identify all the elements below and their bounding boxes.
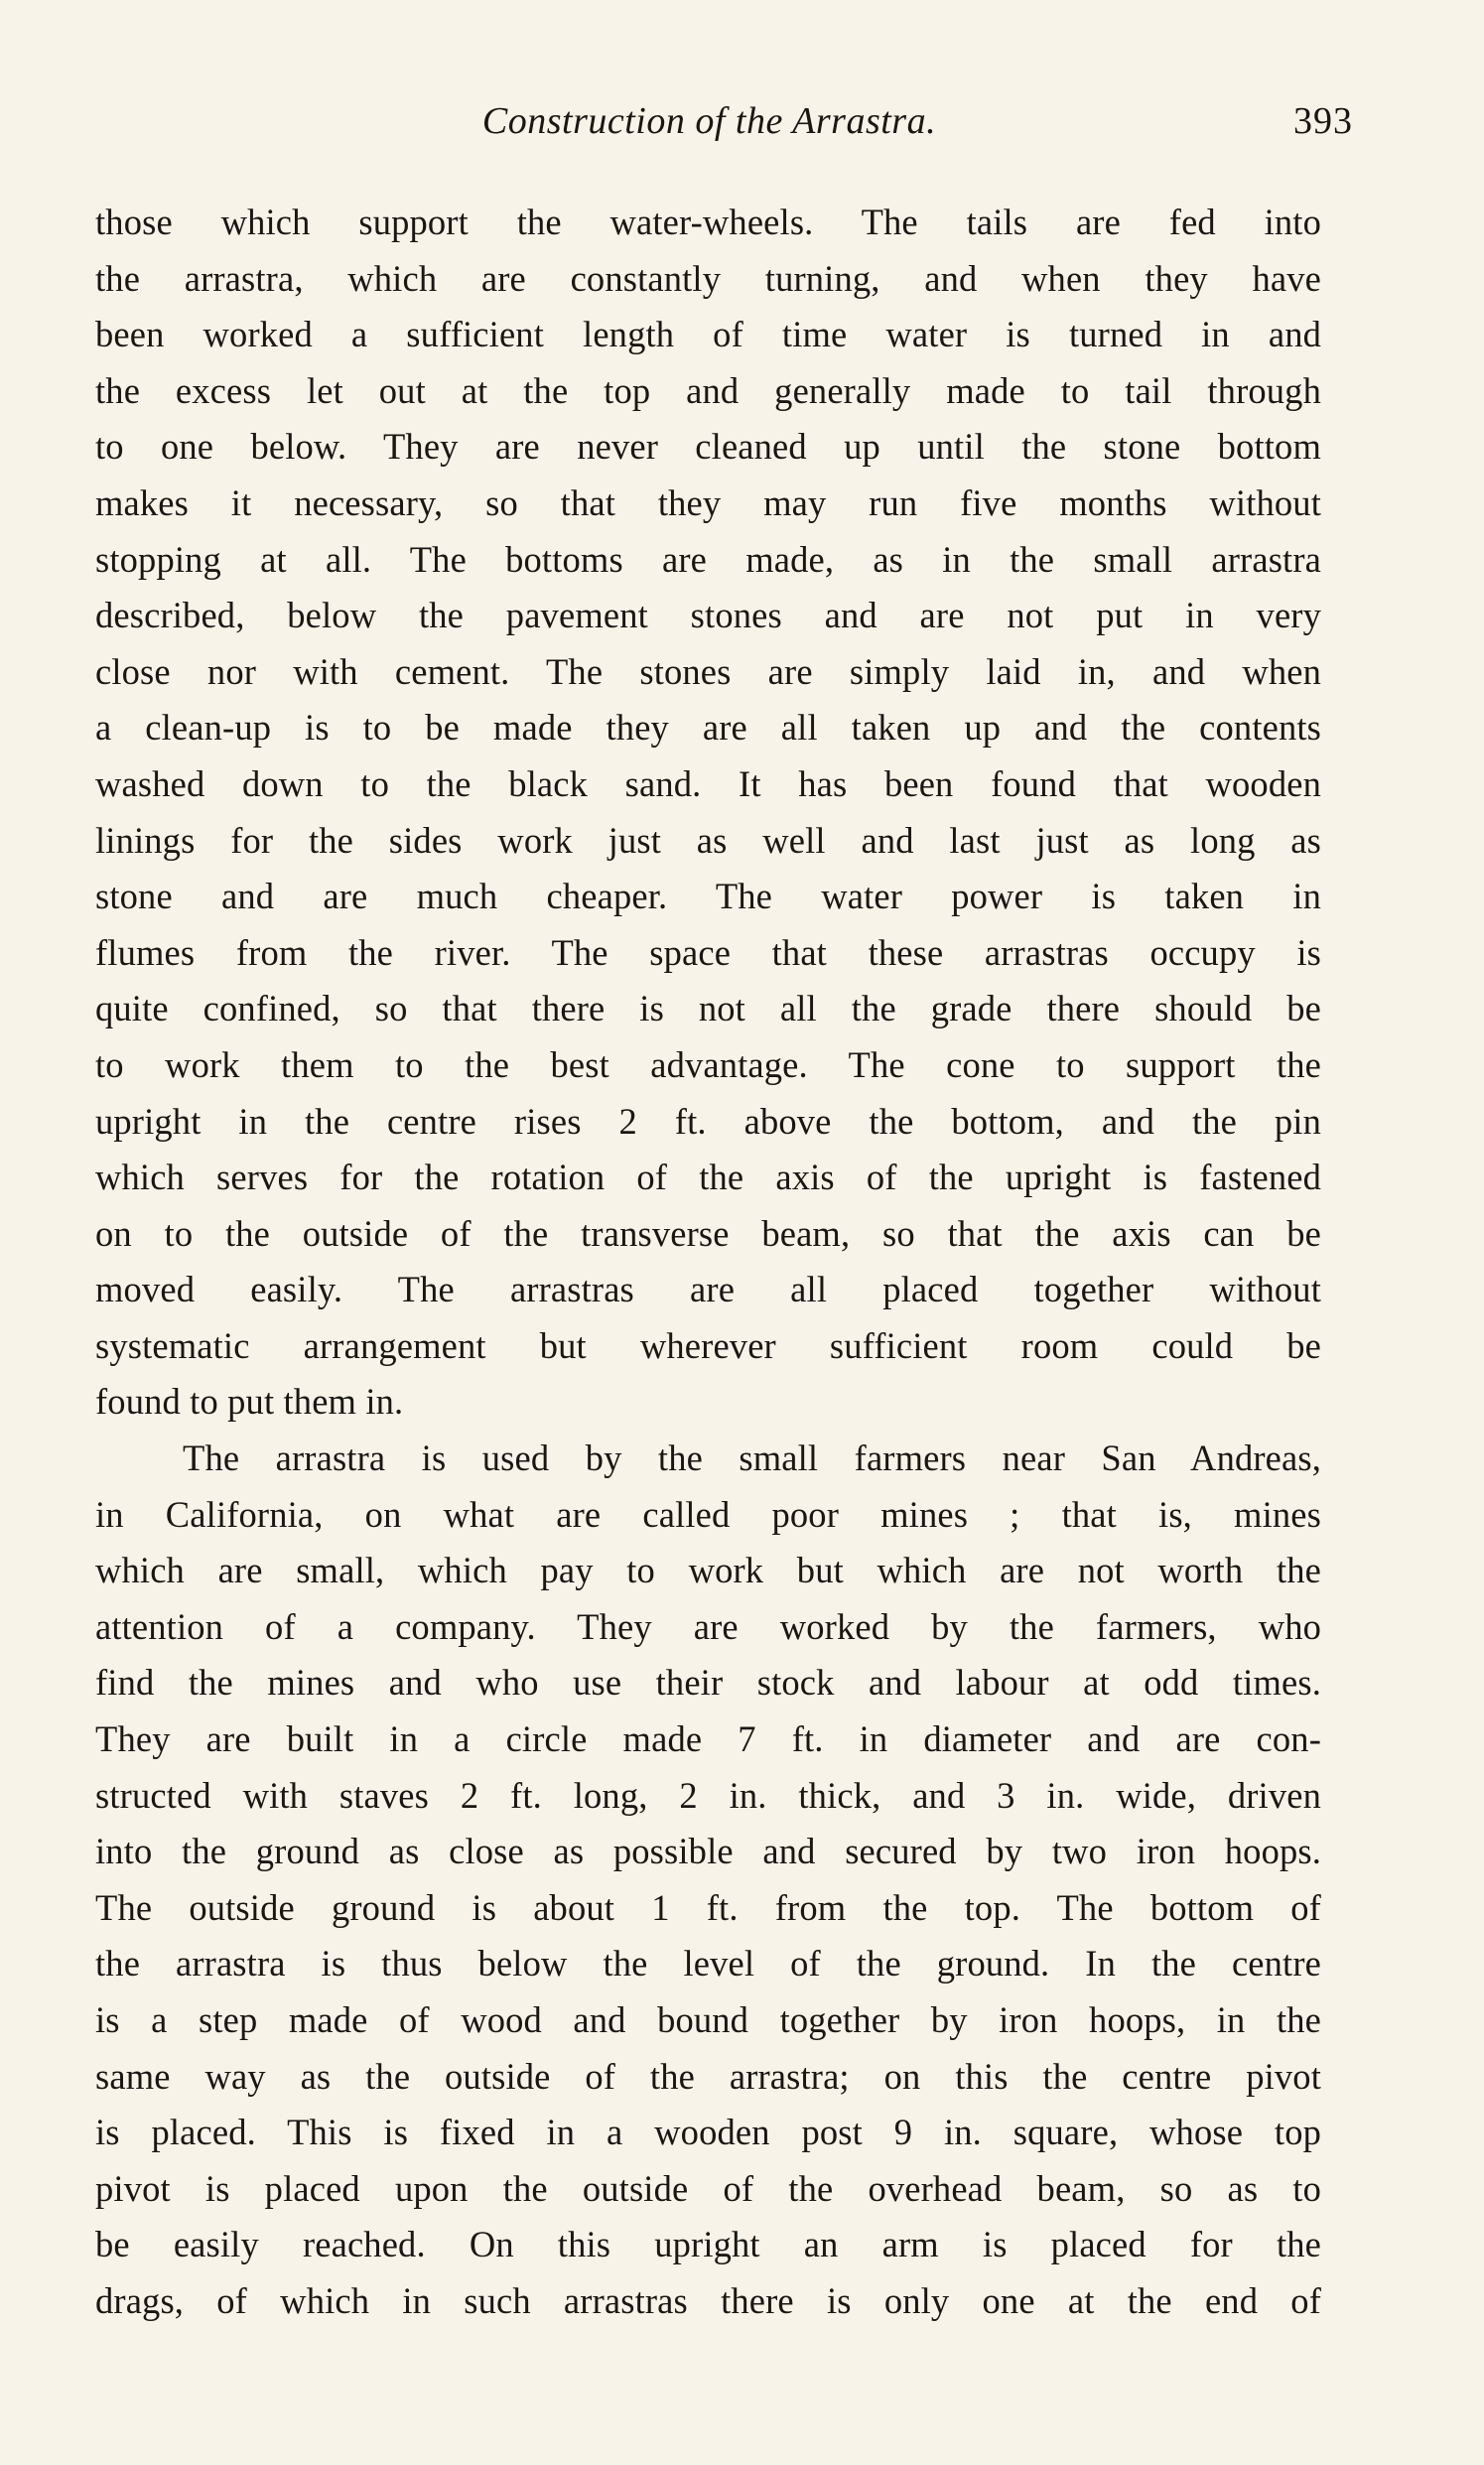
text-line: described, below the pavement stones and are not put in very	[95, 595, 1321, 636]
text-line: The arrastra is used by the small farmers near San Andreas,	[183, 1438, 1321, 1479]
text-line: to work them to the best advantage. The cone to support the	[95, 1043, 1321, 1085]
text-line: upright in the centre rises 2 ft. above the bottom, and the pin	[95, 1100, 1321, 1142]
text-line: the arrastra, which are constantly turning, and when they have	[95, 257, 1321, 299]
text-line: drags, of which in such arrastras there is only one at the end of	[95, 2279, 1321, 2321]
running-title: Construction of the Arrastra.	[481, 100, 937, 142]
body-text	[95, 195, 1321, 2330]
paragraph-2	[95, 1431, 1321, 2330]
text-line: pivot is placed upon the outside of the overhead beam, so as to	[95, 2167, 1321, 2209]
text-line: same way as the outside of the arrastra; on this the centre pivot	[95, 2055, 1321, 2097]
text-line: a clean-up is to be made they are all taken up and the contents	[95, 707, 1321, 749]
text-line: the excess let out at the top and generally made to tail through	[95, 369, 1321, 411]
text-line: find the mines and who use their stock and labour at odd times.	[95, 1662, 1321, 1704]
text-line: linings for the sides work just as well and last just as long as	[95, 819, 1321, 861]
text-line: moved easily. The arrastras are all placed together without	[95, 1269, 1321, 1310]
text-line: the arrastra is thus below the level of the ground. In the centre	[95, 1943, 1321, 1985]
text-line: stopping at all. The bottoms are made, as in the small arrastra	[95, 538, 1321, 580]
text-line: systematic arrangement but wherever sufficient room could be	[95, 1324, 1321, 1366]
text-line: stone and are much cheaper. The water power is taken in	[95, 876, 1321, 917]
page-number: 393	[1293, 100, 1353, 142]
text-line: which serves for the rotation of the axis of the upright is fastened	[95, 1157, 1321, 1198]
text-line: washed down to the black sand. It has been found that wooden	[95, 762, 1321, 804]
paragraph-1	[95, 195, 1321, 1431]
text-line: They are built in a circle made 7 ft. in diameter and are con-	[95, 1718, 1321, 1760]
text-line: into the ground as close as possible and secured by two iron hoops.	[95, 1831, 1321, 1872]
text-line: is a step made of wood and bound together by iron hoops, in the	[95, 1999, 1321, 2040]
text-line: quite confined, so that there is not all the grade there should be	[95, 988, 1321, 1029]
text-line: structed with staves 2 ft. long, 2 in. thick, and 3 in. wide, driven	[95, 1774, 1321, 1816]
text-line: been worked a sufficient length of time water is turned in and	[95, 314, 1321, 355]
text-line: in California, on what are called poor mines ; that is, mines	[95, 1493, 1321, 1535]
text-line: attention of a company. They are worked by the farmers, who	[95, 1605, 1321, 1647]
text-line: is placed. This is fixed in a wooden post 9 in. square, whose top	[95, 2112, 1321, 2153]
text-line: close nor with cement. The stones are simply laid in, and when	[95, 650, 1321, 692]
text-line: be easily reached. On this upright an arm is placed for the	[95, 2224, 1321, 2265]
text-line: makes it necessary, so that they may run five months without	[95, 481, 1321, 523]
text-line: found to put them in.	[95, 1381, 404, 1423]
text-line: The outside ground is about 1 ft. from the top. The bottom of	[95, 1886, 1321, 1928]
running-head	[95, 99, 1353, 159]
text-line: to one below. They are never cleaned up until the stone bottom	[95, 426, 1321, 468]
text-line: flumes from the river. The space that these arrastras occupy is	[95, 931, 1321, 973]
text-line: those which support the water-wheels. The tails are fed into	[95, 202, 1321, 242]
text-line: on to the outside of the transverse beam, so that the axis can be	[95, 1212, 1321, 1254]
text-line: which are small, which pay to work but which are not worth the	[95, 1550, 1321, 1591]
